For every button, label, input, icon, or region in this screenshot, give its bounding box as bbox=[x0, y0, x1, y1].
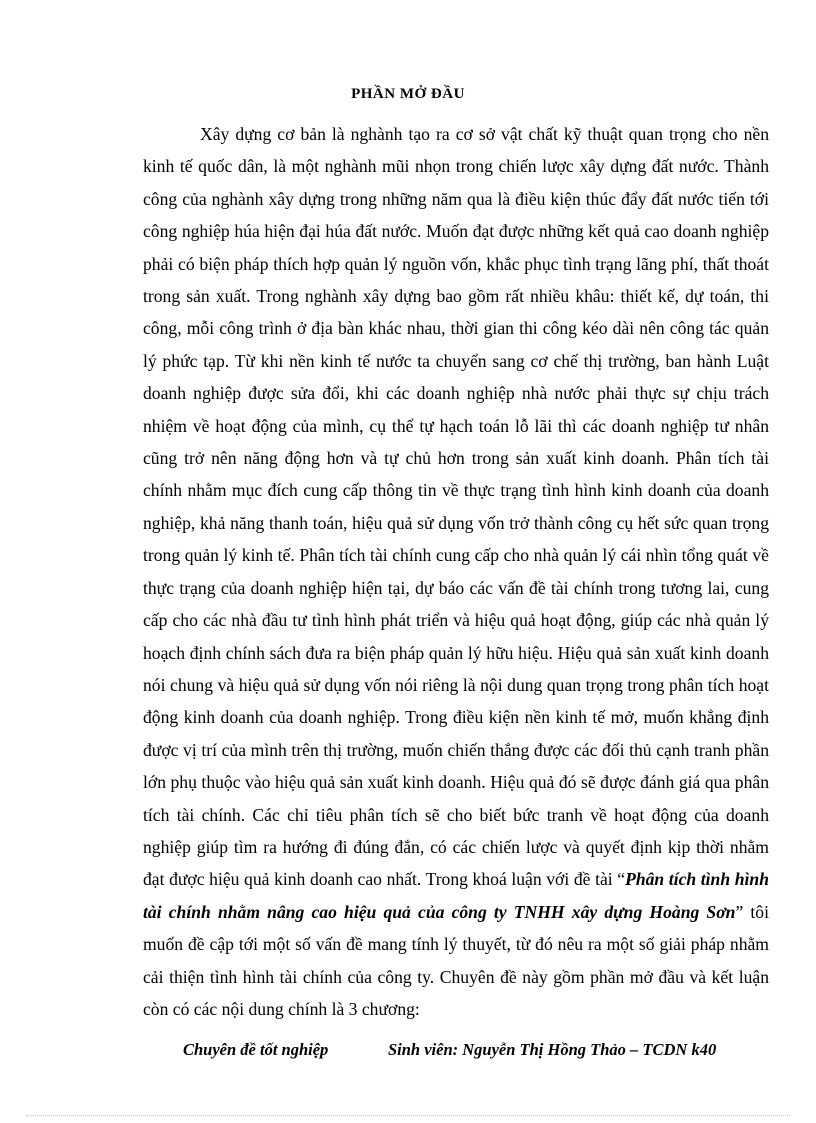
thesis-topic: Phân tích tình hình tài chính nhằm nâng cao hiệu quả của công ty TNHH xây dựng Hoàng Sơn bbox=[143, 869, 769, 922]
paragraph-text-before-topic: Xây dựng cơ bản là nghành tạo ra cơ sở vật chất kỹ thuật quan trọng cho nền kinh tế quốc dân, là một nghành mũi nhọn trong chiến lược xây dựng đất nước. Thành công của nghành xây dựng trong những năm qua là điều kiện thúc đẩy đất nước tiến tới công nghiệp húa hiện đại húa đất nước. Muốn đạt được những kết quả cao doanh nghiệp phải có biện pháp thích hợp quản lý nguồn vốn, khắc phục tình trạng lãng phí, thất thoát trong sản xuất. Trong nghành xây dựng bao gồm rất nhiều khâu: thiết kế, dự toán, thi công, mỗi công trình ở địa bàn khác nhau, thời gian thi công kéo dài nên công tác quản lý phức tạp. Từ khi nền kinh tế nước ta chuyển sang cơ chế thị trường, ban hành Luật doanh nghiệp được sửa đổi, khi các doanh nghiệp nhà nước phải thực sự chịu trách nhiệm về hoạt động của mình, cụ thể tự hạch toán lỗ lãi thì các doanh nghiệp tư nhân cũng trở nên năng động hơn và tự chủ hơn trong sản xuất kinh doanh. Phân tích tài chính nhằm mục đích cung cấp thông tin về thực trạng tình hình kinh doanh của doanh nghiệp, khả năng thanh toán, hiệu quả sử dụng vốn trở thành công cụ hết sức quan trọng trong quản lý kinh tế. Phân tích tài chính cung cấp cho nhà quản lý cái nhìn tổng quát về thực trạng của doanh nghiệp hiện tại, dự báo các vấn đề tài chính trong tương lai, cung cấp cho các nhà đầu tư tình hình phát triển và hiệu quả hoạt động, giúp các nhà quản lý hoạch định chính sách đưa ra biện pháp quản lý hữu hiệu. Hiệu quả sản xuất kinh doanh nói chung và hiệu quả sử dụng vốn nói riêng là nội dung quan trọng trong phân tích hoạt động kinh doanh của doanh nghiệp. Trong điều kiện nền kinh tế mở, muốn khẳng định được vị trí của mình trên thị trường, muốn chiến thắng được các đối thủ cạnh tranh phần lớn phụ thuộc vào hiệu quả sản xuất kinh doanh. Hiệu quả đó sẽ được đánh giá qua phân tích tài chính. Các chỉ tiêu phân tích sẽ cho biết bức tranh về hoạt động của doanh nghiệp giúp tìm ra hướng đi đúng đắn, có các chiến lược và quyết định kịp thời nhằm đạt được hiệu quả kinh doanh cao nhất. Trong khoá luận với đề tài “ bbox=[143, 124, 769, 890]
page-footer bbox=[183, 1040, 783, 1060]
page-title: PHẦN MỞ ĐẦU bbox=[351, 86, 465, 102]
page-bottom-divider bbox=[26, 1115, 790, 1116]
intro-paragraph bbox=[143, 118, 769, 1025]
footer-document-type: Chuyên đề tốt nghiệp bbox=[183, 1040, 329, 1059]
paragraph-text-after-topic: ” tôi muốn đề cập tới một số vấn đề mang tính lý thuyết, từ đó nêu ra một số giải pháp nhằm cải thiện tình hình tài chính của công ty. Chuyên đề này gồm phần mở đầu và kết luận còn có các nội dung chính là 3 chương: bbox=[143, 901, 769, 1019]
footer-student-info: Sinh viên: Nguyễn Thị Hồng Thảo – TCDN k40 bbox=[388, 1040, 717, 1059]
